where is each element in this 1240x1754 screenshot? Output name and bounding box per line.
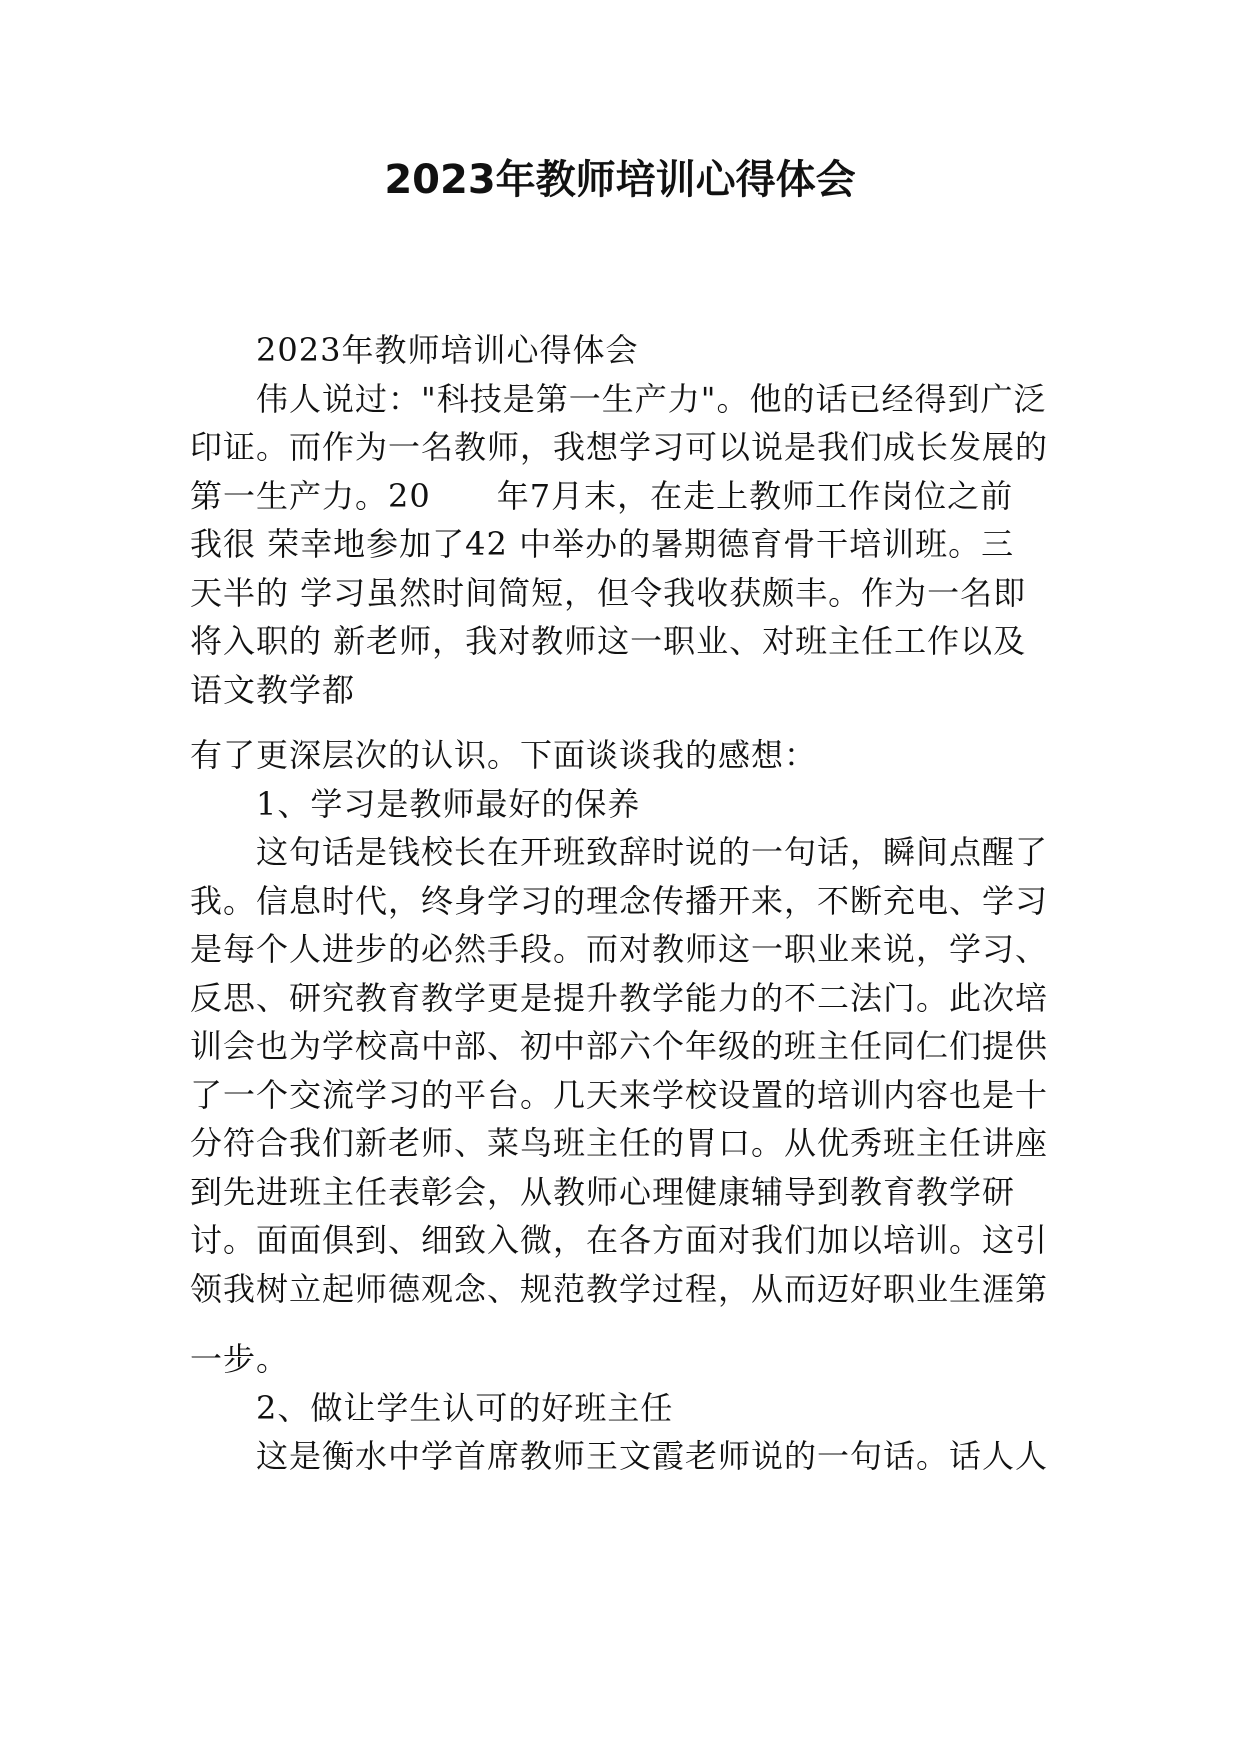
- paragraph-line: 我。信息时代，终身学习的理念传播开来，不断充电、学习: [190, 881, 1049, 920]
- paragraph-line: 这句话是钱校长在开班致辞时说的一句话，瞬间点醒了: [256, 833, 1049, 871]
- paragraph-line: 了一个交流学习的平台。几天来学校设置的培训内容也是十: [190, 1075, 1049, 1114]
- paragraph-line: 讨。面面俱到、细致入微，在各方面对我们加以培训。这引: [190, 1221, 1049, 1259]
- section-heading-2: 2、做让学生认可的好班主任: [256, 1388, 674, 1427]
- paragraph-line: 将入职的 新老师，我对教师这一职业、对班主任工作以及: [190, 622, 1027, 660]
- paragraph-line: 反思、研究教育教学更是提升教学能力的不二法门。此次培: [190, 978, 1049, 1017]
- paragraph-line: 语文教学都: [190, 670, 356, 709]
- subtitle-line: 2023年教师培训心得体会: [256, 331, 639, 369]
- paragraph-line: 第一生产力。20 年7月末，在走上教师工作岗位之前: [190, 476, 1014, 515]
- paragraph-line: 这是衡水中学首席教师王文霞老师说的一句话。话人人: [256, 1437, 1049, 1475]
- paragraph-line: 伟人说过："科技是第一生产力"。他的话已经得到广泛: [256, 379, 1047, 418]
- paragraph-line: 印证。而作为一名教师，我想学习可以说是我们成长发展的: [190, 428, 1049, 466]
- section-heading-1: 1、学习是教师最好的保养: [256, 784, 641, 823]
- paragraph-line: 天半的 学习虽然时间简短，但令我收获颇丰。作为一名即: [190, 573, 1027, 612]
- paragraph-line: 我很 荣幸地参加了42 中举办的暑期德育骨干培训班。三: [190, 525, 1015, 563]
- paragraph-line: 分符合我们新老师、菜鸟班主任的胃口。从优秀班主任讲座: [190, 1124, 1049, 1162]
- document-body: [190, 326, 1060, 1481]
- paragraph-line: 到先进班主任表彰会，从教师心理健康辅导到教育教学研: [190, 1172, 1016, 1211]
- paragraph-line: 有了更深层次的认识。下面谈谈我的感想：: [190, 736, 818, 774]
- paragraph-line: 一步。: [190, 1340, 290, 1378]
- document-title: 2023年教师培训心得体会: [384, 157, 856, 203]
- paragraph-line: 领我树立起师德观念、规范教学过程，从而迈好职业生涯第: [190, 1269, 1049, 1308]
- paragraph-line: 训会也为学校高中部、初中部六个年级的班主任同仁们提供: [190, 1027, 1049, 1065]
- paragraph-line: 是每个人进步的必然手段。而对教师这一职业来说，学习、: [190, 930, 1049, 968]
